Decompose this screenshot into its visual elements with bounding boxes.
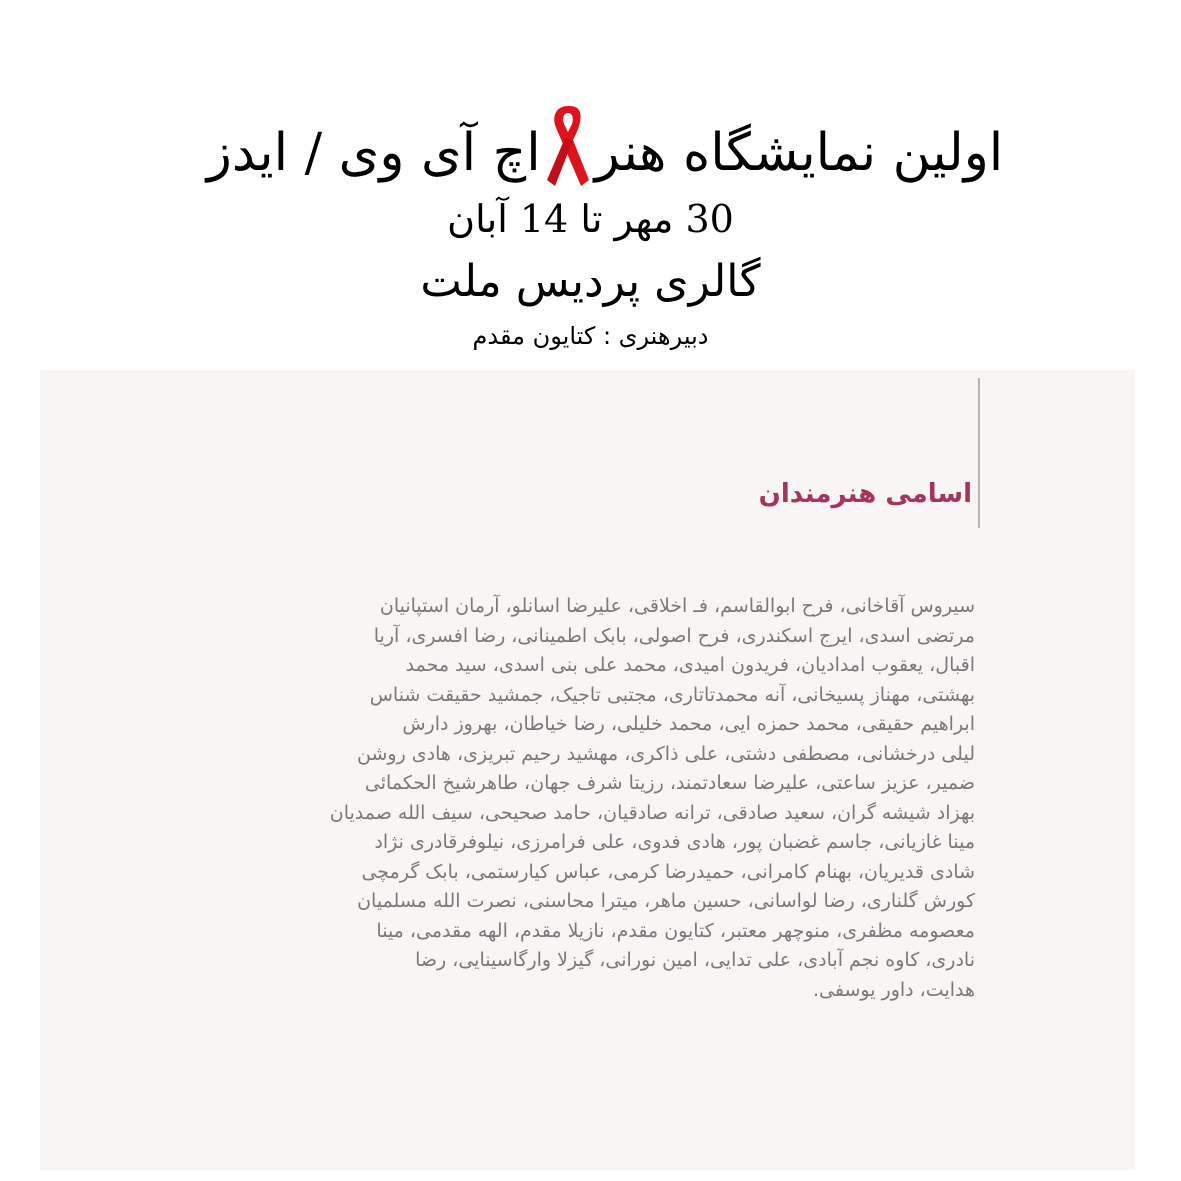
artists-line: مرتضی اسدی، ایرج اسکندری، فرح اصولی، بابک اطمینانی، رضا افسری، آریا bbox=[373, 624, 975, 647]
vertical-divider bbox=[978, 378, 980, 528]
artists-line: مینا غازیانی، جاسم غضبان پور، هادی فدوی، علی فرامرزی، نیلوفرقادری نژاد bbox=[374, 831, 975, 853]
exhibition-title bbox=[150, 108, 1060, 188]
artists-line: شادی قدیریان، بهنام کامرانی، حمیدرضا کرمی، عباس کیارستمی، بابک گرمچی bbox=[361, 860, 975, 883]
red-ribbon-icon bbox=[543, 100, 593, 190]
artists-line: لیلی درخشانی، مصطفی دشتی، علی ذاکری، مهشید رحیم تبریزی، هادی روشن bbox=[357, 742, 975, 765]
artists-line: نادری، کاوه نجم آبادی، علی تدایی، امین نورانی، گیزلا وارگاسینایی، رضا bbox=[415, 949, 975, 971]
artists-line: کورش گلناری، رضا لواسانی، حسین ماهر، میترا محاسنی، نصرت الله مسلمیان bbox=[357, 890, 975, 912]
artists-line: اقبال، یعقوب امدادیان، فریدون امیدی، محمد علی بنی اسدی، سید محمد bbox=[405, 654, 975, 676]
artists-line: ابراهیم حقیقی، محمد حمزه ایی، محمد خلیلی، رضا خیاطان، بهروز دارش bbox=[402, 713, 975, 735]
artists-line: بهشتی، مهناز پسیخانی، آنه محمدتاتاری، مجتبی تاجیک، جمشید حقیقت شناس bbox=[369, 683, 975, 706]
artists-line: بهزاد شیشه گران، سعید صادقی، ترانه صادقیان، حامد صحیحی، سیف الله صمدیان bbox=[329, 801, 975, 824]
gallery-name: گالری پردیس ملت bbox=[420, 256, 761, 307]
art-director-line: دبیرهنری : کتایون مقدم bbox=[472, 322, 709, 350]
title-part-left: اچ آی وی / ایدز bbox=[206, 123, 541, 183]
artists-line: هدایت، داور یوسفی. bbox=[812, 978, 975, 1001]
title-part-right: اولین نمایشگاه هنر bbox=[594, 123, 1004, 183]
artists-heading: اسامی هنرمندان bbox=[758, 479, 972, 509]
artists-line: ضمیر، عزیز ساعتی، علیرضا سعادتمند، رزیتا شرف جهان، طاهرشیخ الحکمائی bbox=[364, 772, 975, 794]
artists-line: معصومه مظفری، منوچهر معتبر، کتایون مقدم، نازیلا مقدم، الهه مقدمی، مینا bbox=[376, 919, 975, 942]
exhibition-dates: 30 مهر تا 14 آبان bbox=[447, 197, 734, 241]
poster-header bbox=[0, 0, 1181, 370]
artists-line: سیروس آقاخانی، فرح ابوالقاسم، فـ اخلاقی، علیرضا اسانلو، آرمان استپانیان bbox=[379, 595, 975, 617]
artists-list bbox=[185, 592, 975, 1005]
